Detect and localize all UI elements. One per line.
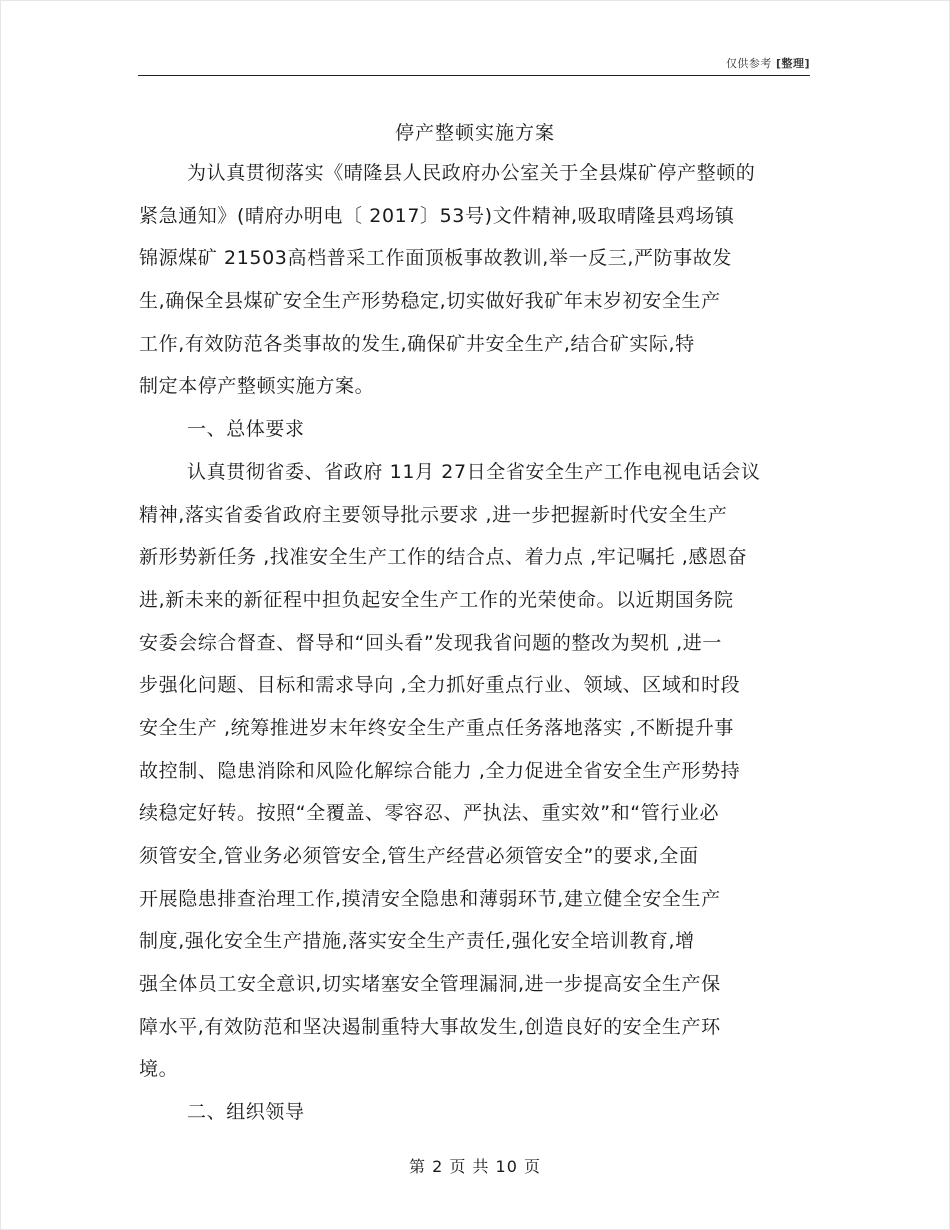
paragraph-line: 锦源煤矿 21503高档普采工作面顶板事故教训,举一反三,严防事故发 [139,247,732,270]
paragraph-line: 认真贯彻省委、省政府 11月 27日全省安全生产工作电视电话会议 [187,460,761,483]
section-heading: 一、总体要求 [187,418,305,441]
paragraph-line: 进,新未来的新征程中担负起安全生产工作的光荣使命。以近期国务院 [139,588,734,611]
document-body [139,152,803,1134]
header-note-text: 仅供参考 [725,57,772,70]
paragraph-line: 障水平,有效防范和坚决遏制重特大事故发生,创造良好的安全生产环 [139,1015,721,1038]
paragraph-line: 工作,有效防范各类事故的发生,确保矿井安全生产,结合矿实际,特 [139,332,695,355]
paragraph-line: 制定本停产整顿实施方案。 [139,375,375,398]
paragraph-line: 新形势新任务 ,找准安全生产工作的结合点、着力点 ,牢记嘱托 ,感恩奋 [139,546,748,569]
page-number: 第 2 页 共 10 页 [409,1157,541,1176]
paragraph-line: 强全体员工安全意识,切实堵塞安全管理漏洞,进一步提高安全生产保 [139,973,721,996]
paragraph-line: 为认真贯彻落实《晴隆县人民政府办公室关于全县煤矿停产整顿的 [187,162,756,184]
paragraph-line: 制度,强化安全生产措施,落实安全生产责任,强化安全培训教育,增 [139,930,695,953]
header-note-tag: [整理] [775,57,810,70]
paragraph-line: 续稳定好转。按照“全覆盖、零容忍、严执法、重实效”和“管行业必 [139,802,720,825]
paragraph-line: 紧急通知》(晴府办明电〔 2017〕53号)文件精神,吸取晴隆县鸡场镇 [139,204,735,227]
header-note [726,55,810,71]
paragraph-line: 步强化问题、目标和需求导向 ,全力抓好重点行业、领域、区域和时段 [139,674,741,697]
section-heading: 二、组织领导 [187,1101,305,1124]
header-rule [138,75,810,76]
paragraph-line: 开展隐患排查治理工作,摸清安全隐患和薄弱环节,建立健全安全生产 [139,887,721,910]
paragraph-line: 安委会综合督查、督导和“回头看”发现我省问题的整改为契机 ,进一 [139,631,722,654]
paragraph-line: 故控制、隐患消除和风险化解综合能力 ,全力促进全省安全生产形势持 [139,759,741,782]
paragraph-line: 生,确保全县煤矿安全生产形势稳定,切实做好我矿年末岁初安全生产 [139,290,721,313]
paragraph-line: 境。 [139,1058,179,1081]
paragraph-line: 精神,落实省委省政府主要领导批示要求 ,进一步把握新时代安全生产 [139,503,728,526]
paragraph-line: 安全生产 ,统筹推进岁末年终安全生产重点任务落地落实 ,不断提升事 [139,716,734,739]
document-title: 停产整顿实施方案 [394,122,555,144]
paragraph-line: 须管安全,管业务必须管安全,管生产经营必须管安全”的要求,全面 [139,845,699,867]
